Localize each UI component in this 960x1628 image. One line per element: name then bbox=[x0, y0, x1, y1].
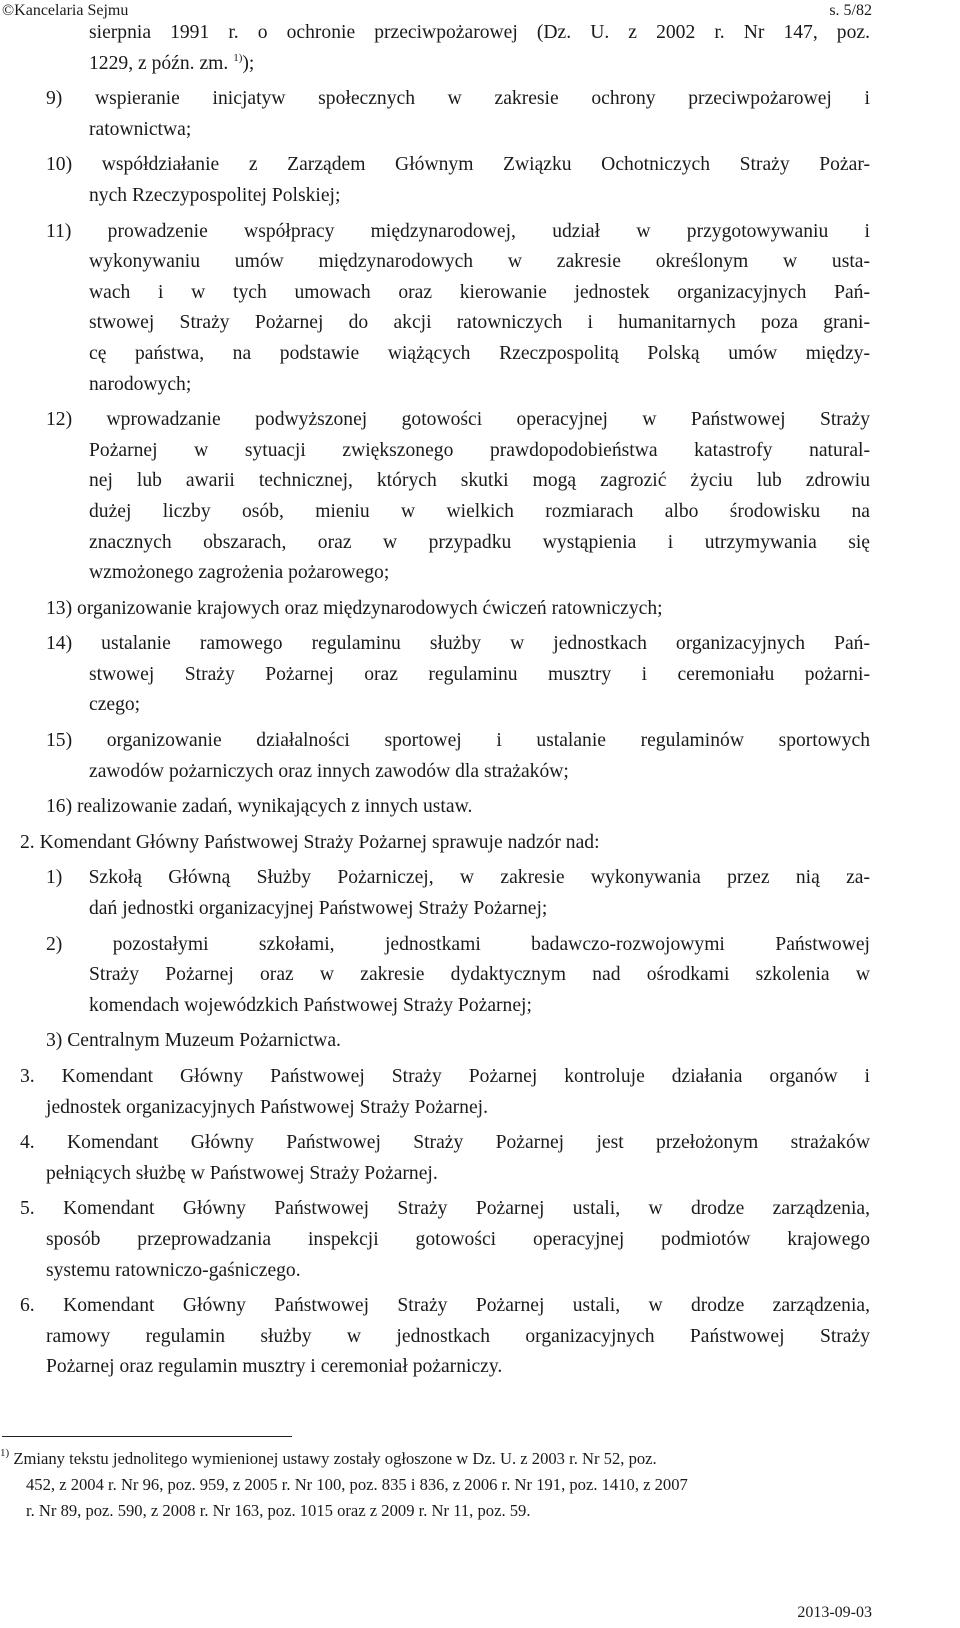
list-item-12: 12) wprowadzanie podwyższonej gotowości operacyjnej w Państwowej Straży bbox=[46, 409, 870, 431]
list-item-10-cont: nych Rzeczypospolitej Polskiej; bbox=[89, 184, 341, 206]
list-item-16: 16) realizowanie zadań, wynikających z innych ustaw. bbox=[46, 796, 473, 818]
list-item-11-cont: wykonywaniu umów międzynarodowych w zakresie określonym w usta- bbox=[89, 251, 870, 273]
footnote bbox=[0, 1446, 870, 1524]
list-item-11-cont: narodowych; bbox=[89, 373, 192, 395]
footnote-text: Zmiany tekstu jednolitego wymienionej ustawy zostały ogłoszone w Dz. U. z 2003 r. Nr 52, poz. bbox=[13, 1449, 657, 1468]
section-2-item-2: 2) pozostałymi szkołami, jednostkami badawczo-rozwojowymi Państwowej bbox=[46, 933, 870, 955]
list-item-12-cont: znacznych obszarach, oraz w przypadku wystąpienia i utrzymywania się bbox=[89, 531, 870, 553]
list-item-14-cont: czego; bbox=[89, 694, 141, 716]
section-3: 3. Komendant Główny Państwowej Straży Pożarnej kontroluje działania organów i bbox=[20, 1066, 870, 1087]
list-item-11-cont: wach i w tych umowach oraz kierowanie jednostek organizacyjnych Pań- bbox=[89, 281, 870, 303]
list-item-12-cont: dużej liczby osób, mieniu w wielkich rozmiarach albo środowisku na bbox=[89, 500, 870, 522]
footnote-line bbox=[0, 1446, 870, 1472]
section-4: 4. Komendant Główny Państwowej Straży Pożarnej jest przełożonym strażaków bbox=[20, 1132, 870, 1154]
footer-date: 2013-09-03 bbox=[797, 1604, 872, 1621]
section-2: 2. Komendant Główny Państwowej Straży Pożarnej sprawuje nadzór nad: bbox=[20, 831, 600, 853]
list-item-9: 9) wspieranie inicjatyw społecznych w zakresie ochrony przeciwpożarowej i bbox=[46, 88, 870, 110]
section-2-item-3: 3) Centralnym Muzeum Pożarnictwa. bbox=[46, 1030, 341, 1052]
body-line: sierpnia 1991 r. o ochronie przeciwpożarowej (Dz. U. z 2002 r. Nr 147, poz. bbox=[89, 22, 870, 43]
list-item-14: 14) ustalanie ramowego regulaminu służby w jednostkach organizacyjnych Pań- bbox=[46, 633, 870, 655]
section-2-item-1: 1) Szkołą Główną Służby Pożarniczej, w zakresie wykonywania przez nią za- bbox=[46, 867, 870, 889]
section-3-cont: jednostek organizacyjnych Państwowej Straży Pożarnej. bbox=[46, 1096, 489, 1118]
footnote-marker: 1) bbox=[0, 1447, 10, 1459]
section-2-item-2-cont: komendach wojewódzkich Państwowej Straży Pożarnej; bbox=[89, 994, 532, 1016]
list-item-10: 10) współdziałanie z Zarządem Głównym Związku Ochotniczych Straży Pożar- bbox=[46, 154, 870, 176]
body-text: 1229, z późn. zm. bbox=[89, 52, 229, 74]
footnote-ref: 1) bbox=[233, 51, 243, 64]
section-2-item-1-cont: dań jednostki organizacyjnej Państwowej Straży Pożarnej; bbox=[89, 898, 548, 920]
list-item-11-cont: stwowej Straży Pożarnej do akcji ratowniczych i humanitarnych poza grani- bbox=[89, 312, 870, 334]
section-5-cont: sposób przeprowadzania inspekcji gotowości operacyjnej podmiotów krajowego bbox=[46, 1228, 870, 1250]
footnote-line: r. Nr 89, poz. 590, z 2008 r. Nr 163, poz. 1015 oraz z 2009 r. Nr 11, poz. 59. bbox=[26, 1501, 531, 1520]
list-item-11-cont: cę państwa, na podstawie wiążących Rzeczpospolitą Polską umów między- bbox=[89, 342, 870, 364]
section-6-cont: ramowy regulamin służby w jednostkach organizacyjnych Państwowej Straży bbox=[46, 1325, 870, 1347]
document-body bbox=[0, 18, 870, 1383]
section-4-cont: pełniących służbę w Państwowej Straży Pożarnej. bbox=[46, 1162, 438, 1184]
list-item-12-cont: wzmożonego zagrożenia pożarowego; bbox=[89, 562, 390, 584]
list-item-12-cont: Pożarnej w sytuacji zwiększonego prawdopodobieństwa katastrofy natural- bbox=[89, 439, 870, 461]
list-item-11: 11) prowadzenie współpracy międzynarodowej, udział w przygotowywaniu i bbox=[46, 220, 870, 242]
body-line bbox=[0, 49, 870, 80]
section-5: 5. Komendant Główny Państwowej Straży Pożarnej ustali, w drodze zarządzenia, bbox=[20, 1198, 870, 1220]
list-item-13: 13) organizowanie krajowych oraz międzynarodowych ćwiczeń ratowniczych; bbox=[46, 597, 663, 619]
footnote-line: 452, z 2004 r. Nr 96, poz. 959, z 2005 r. Nr 100, poz. 835 i 836, z 2006 r. Nr 191, poz. 1410, z 2007 bbox=[26, 1475, 688, 1494]
header-copyright: ©Kancelaria Sejmu bbox=[2, 2, 129, 19]
list-item-15: 15) organizowanie działalności sportowej i ustalanie regulaminów sportowych bbox=[46, 730, 870, 752]
section-5-cont: systemu ratowniczo-gaśniczego. bbox=[46, 1259, 301, 1281]
list-item-14-cont: stwowej Straży Pożarnej oraz regulaminu musztry i ceremoniału pożarni- bbox=[89, 663, 870, 685]
section-6: 6. Komendant Główny Państwowej Straży Pożarnej ustali, w drodze zarządzenia, bbox=[20, 1295, 870, 1317]
body-text: ); bbox=[242, 52, 255, 74]
list-item-15-cont: zawodów pożarniczych oraz innych zawodów dla strażaków; bbox=[89, 760, 569, 782]
list-item-9-cont: ratownictwa; bbox=[89, 118, 192, 140]
section-6-cont: Pożarnej oraz regulamin musztry i ceremoniał pożarniczy. bbox=[46, 1356, 503, 1378]
page-number: s. 5/82 bbox=[829, 2, 872, 19]
footnote-separator bbox=[2, 1436, 292, 1437]
list-item-12-cont: nej lub awarii technicznej, których skutki mogą zagrozić życiu lub zdrowiu bbox=[89, 470, 870, 492]
section-2-item-2-cont: Straży Pożarnej oraz w zakresie dydaktycznym nad ośrodkami szkolenia w bbox=[89, 964, 870, 986]
